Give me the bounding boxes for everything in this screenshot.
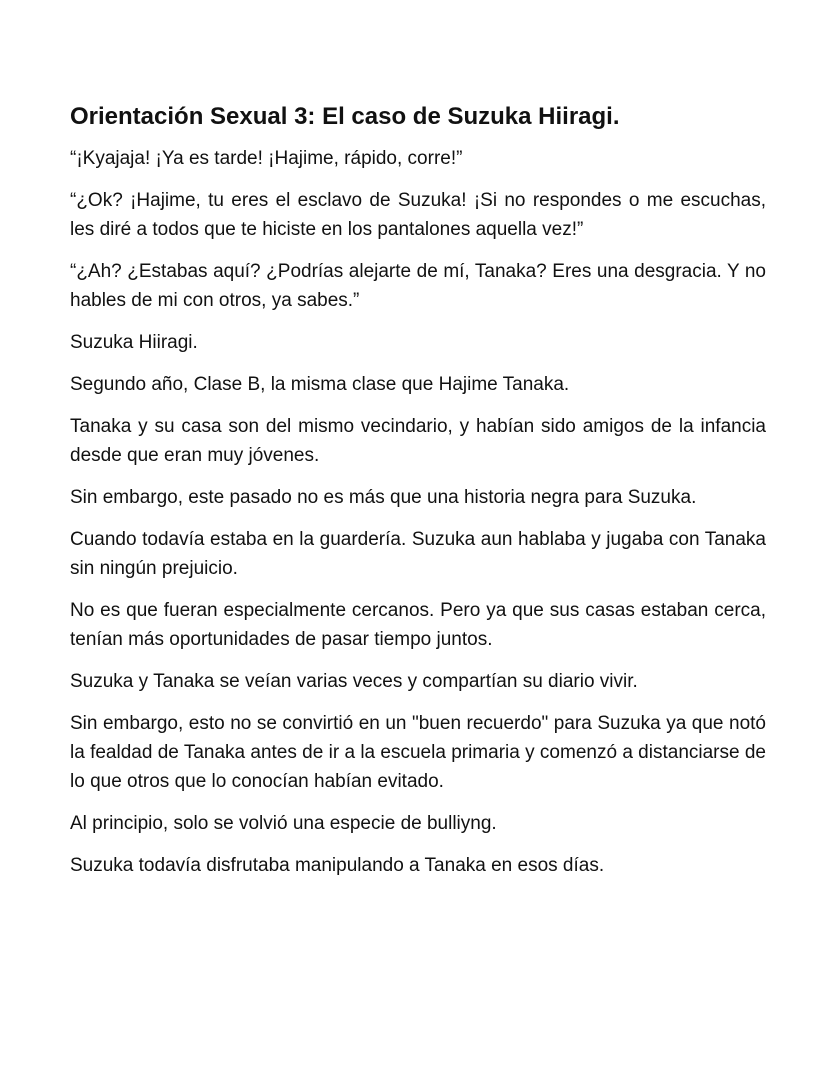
paragraph: “¿Ok? ¡Hajime, tu eres el esclavo de Suzuka! ¡Si no respondes o me escuchas, les diré a todos que te hiciste en los pantalones aquella vez!” xyxy=(70,190,766,240)
paragraph: “¿Ah? ¿Estabas aquí? ¿Podrías alejarte de mí, Tanaka? Eres una desgracia. Y no hables de mi con otros, ya sabes.” xyxy=(70,261,766,311)
paragraph: Al principio, solo se volvió una especie de bulliyng. xyxy=(70,813,497,834)
paragraph: Cuando todavía estaba en la guardería. Suzuka aun hablaba y jugaba con Tanaka sin ningún prejuicio. xyxy=(70,529,766,579)
paragraph: “¡Kyajaja! ¡Ya es tarde! ¡Hajime, rápido, corre!” xyxy=(70,148,463,169)
paragraph: Tanaka y su casa son del mismo vecindario, y habían sido amigos de la infancia desde que eran muy jóvenes. xyxy=(70,416,766,466)
document-title: Orientación Sexual 3: El caso de Suzuka Hiiragi. xyxy=(70,103,620,130)
paragraph: Sin embargo, este pasado no es más que una historia negra para Suzuka. xyxy=(70,487,697,508)
paragraph: Suzuka y Tanaka se veían varias veces y compartían su diario vivir. xyxy=(70,671,638,692)
paragraph: No es que fueran especialmente cercanos. Pero ya que sus casas estaban cerca, tenían más oportunidades de pasar tiempo juntos. xyxy=(70,600,766,650)
paragraph: Suzuka todavía disfrutaba manipulando a Tanaka en esos días. xyxy=(70,855,605,876)
paragraph: Sin embargo, esto no se convirtió en un "buen recuerdo" para Suzuka ya que notó la fealdad de Tanaka antes de ir a la escuela primaria y comenzó a distanciarse de lo que otros que lo conocían habían evitado. xyxy=(70,713,766,792)
document-page xyxy=(70,100,766,893)
paragraph: Segundo año, Clase B, la misma clase que Hajime Tanaka. xyxy=(70,374,570,395)
paragraph: Suzuka Hiiragi. xyxy=(70,332,198,353)
